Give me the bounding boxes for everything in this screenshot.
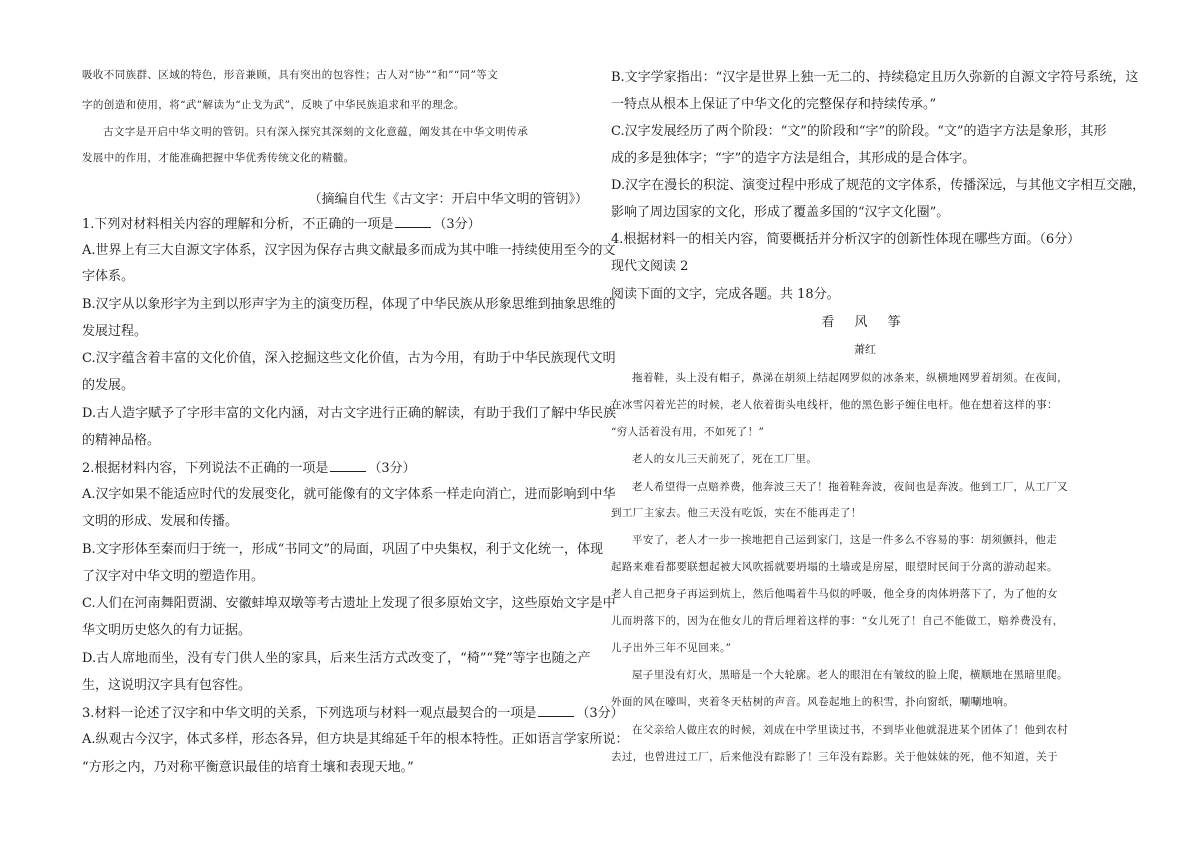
story-paragraph: 儿子出外三年不见回来。” — [611, 642, 732, 654]
story-paragraph: 老人自己把身子再运到炕上，然后他喝着牛马似的呼吸，他全身的肉体坍落下了，为了他的女 — [611, 588, 1058, 600]
story-paragraph: 去过，也曾进过工厂，后来他没有踪影了！三年没有踪影。关于他妹妹的死，他不知道，关于 — [611, 751, 1058, 763]
question-option: A.纵观古今汉字，体式多样，形态各异，但方块是其绵延千年的根本特性。正如语言学家所说： — [82, 732, 629, 747]
answer-blank[interactable] — [538, 704, 574, 717]
question-3-stem: 3.材料一论述了汉字和中华文明的关系，下列选项与材料一观点最契合的一项是 （3分） — [82, 706, 624, 721]
question-option: 成的多是独体字；“字”的造字方法是组合，其形成的是合体字。 — [611, 151, 976, 166]
question-option: C.汉字蕴含着丰富的文化价值，深入挖掘这些文化价值，古为今用，有助于中华民族现代文明 — [82, 351, 616, 366]
question-option: “方形之内，乃对称平衡意识最佳的培育土壤和表现天地。” — [82, 760, 414, 775]
question-option: D.古人造字赋予了字形丰富的文化内涵，对古文字进行正确的解读，有助于我们了解中华民族 — [82, 406, 617, 421]
question-option: B.汉字从以象形字为主到以形声字为主的演变历程，体现了中华民族从形象思维到抽象思维的 — [82, 297, 616, 312]
question-option: C.人们在河南舞阳贾湖、安徽蚌埠双墩等考古遗址上发现了很多原始文字，这些原始文字是中 — [82, 596, 616, 611]
story-paragraph: “穷人活着没有用，不如死了！” — [611, 426, 765, 438]
question-option: 文明的形成、发展和传播。 — [82, 514, 239, 529]
story-paragraph: 老人的女儿三天前死了，死在工厂里。 — [632, 453, 818, 465]
answer-blank[interactable] — [330, 459, 366, 472]
answer-blank[interactable] — [395, 215, 431, 228]
passage-text: 发展中的作用，才能准确把握中华优秀传统文化的精髓。 — [82, 152, 355, 164]
section-heading: 现代文阅读 2 — [611, 259, 689, 274]
question-option: 了汉字对中华文明的塑造作用。 — [82, 569, 265, 584]
question-1-stem: 1.下列对材料相关内容的理解和分析，不正确的一项是 （3分） — [82, 217, 481, 232]
question-option: B.文字学家指出：“汉字是世界上独一无二的、持续稳定且历久弥新的自源文字符号系统，这 — [611, 70, 1139, 85]
question-option: 影响了周边国家的文化，形成了覆盖多国的“汉字文化圈”。 — [611, 205, 950, 220]
source-citation: （摘编自代生《古文字：开启中华文明的管钥》） — [308, 192, 588, 207]
story-paragraph: 在冰雪闪着光芒的时候，老人依着街头电线杆，他的黑色影子缠住电杆。他在想着这样的事： — [611, 399, 1058, 411]
question-option: C.汉字发展经历了两个阶段：“文”的阶段和“字”的阶段。“文”的造字方法是象形，其形 — [611, 124, 1107, 139]
question-option: A.世界上有三大自源文字体系，汉字因为保存古典文献最多而成为其中唯一持续使用至今的文 — [82, 243, 616, 258]
story-paragraph: 到工厂主家去。他三天没有吃饭，实在不能再走了！ — [611, 507, 862, 519]
question-option: 的精神品格。 — [82, 433, 161, 448]
story-paragraph: 老人希望得一点赔养费，他奔波三天了！拖着鞋奔波，夜间也是奔波。他到工厂，从工厂又 — [632, 481, 1068, 493]
question-option: 发展过程。 — [82, 324, 148, 339]
story-paragraph: 屋子里没有灯火，黑暗是一个大轮廓。老人的眼泪在有皱纹的脸上爬，横顺地在黑暗里爬。 — [632, 669, 1068, 681]
passage-text: 字的创造和使用，将“武”解读为“止戈为武”，反映了中华民族追求和平的理念。 — [82, 99, 465, 111]
story-paragraph: 平安了，老人才一步一挨地把自己运到家门，这是一件多么不容易的事：胡须颤抖，他走 — [632, 534, 1058, 546]
question-option: B.文字形体至秦而归于统一，形成“书同文”的局面，巩固了中央集权，利于文化统一，体现 — [82, 542, 603, 557]
story-author: 萧红 — [854, 343, 876, 356]
question-option: D.汉字在漫长的积淀、演变过程中形成了规范的文字体系，传播深远，与其他文字相互交融， — [611, 178, 1146, 193]
question-option: A.汉字如果不能适应时代的发展变化，就可能像有的文字体系一样走向消亡，进而影响到中华 — [82, 487, 616, 502]
story-paragraph: 在父亲给人做庄农的时候，刘成在中学里读过书，不到毕业他就混进某个团体了！他到农村 — [632, 724, 1068, 736]
question-option: 的发展。 — [82, 378, 135, 393]
passage-text: 古文字是开启中华文明的管钥。只有深入探究其深刻的文化意蕴，阐发其在中华文明传承 — [103, 126, 529, 138]
question-option: 生，这说明汉字具有包容性。 — [82, 678, 252, 693]
question-option: 一特点从根本上保证了中华文化的完整保存和持续传承。” — [611, 97, 937, 112]
story-paragraph: 起路来难看都要联想起被大风吹摇就要坍塌的土墙或是房屋，眼望时民间于分离的游动起来。 — [611, 561, 1058, 573]
question-option: D.古人席地而坐，没有专门供人坐的家具，后来生活方式改变了，“椅”“凳”等字也随之产 — [82, 651, 591, 666]
question-2-stem: 2.根据材料内容，下列说法不正确的一项是 （3分） — [82, 461, 416, 476]
question-4-stem: 4.根据材料一的相关内容，简要概括并分析汉字的创新性体现在哪些方面。（6分） — [611, 232, 1081, 247]
story-paragraph: 外面的风在嚎叫，夹着冬天枯树的声音。风卷起地上的积雪，扑向窗纸，唰唰地响。 — [611, 696, 1015, 708]
passage-text: 吸收不同族群、区域的特色，形音兼顾，具有突出的包容性；古人对“协”“和”“同”等文 — [82, 69, 499, 81]
question-option: 字体系。 — [82, 269, 135, 284]
story-paragraph: 拖着鞋，头上没有帽子，鼻涕在胡须上结起网罗似的冰条来，纵横地网罗着胡须。在夜间， — [632, 372, 1068, 384]
story-title: 看 风 筝 — [821, 315, 909, 330]
story-paragraph: 儿而坍落下的，因为在他女儿的背后埋着这样的事：“女儿死了！自己不能做工，赔养费没有， — [611, 615, 1064, 627]
question-option: 华文明历史悠久的有力证据。 — [82, 623, 252, 638]
section-instruction: 阅读下面的文字，完成各题。共 18分。 — [611, 287, 840, 302]
